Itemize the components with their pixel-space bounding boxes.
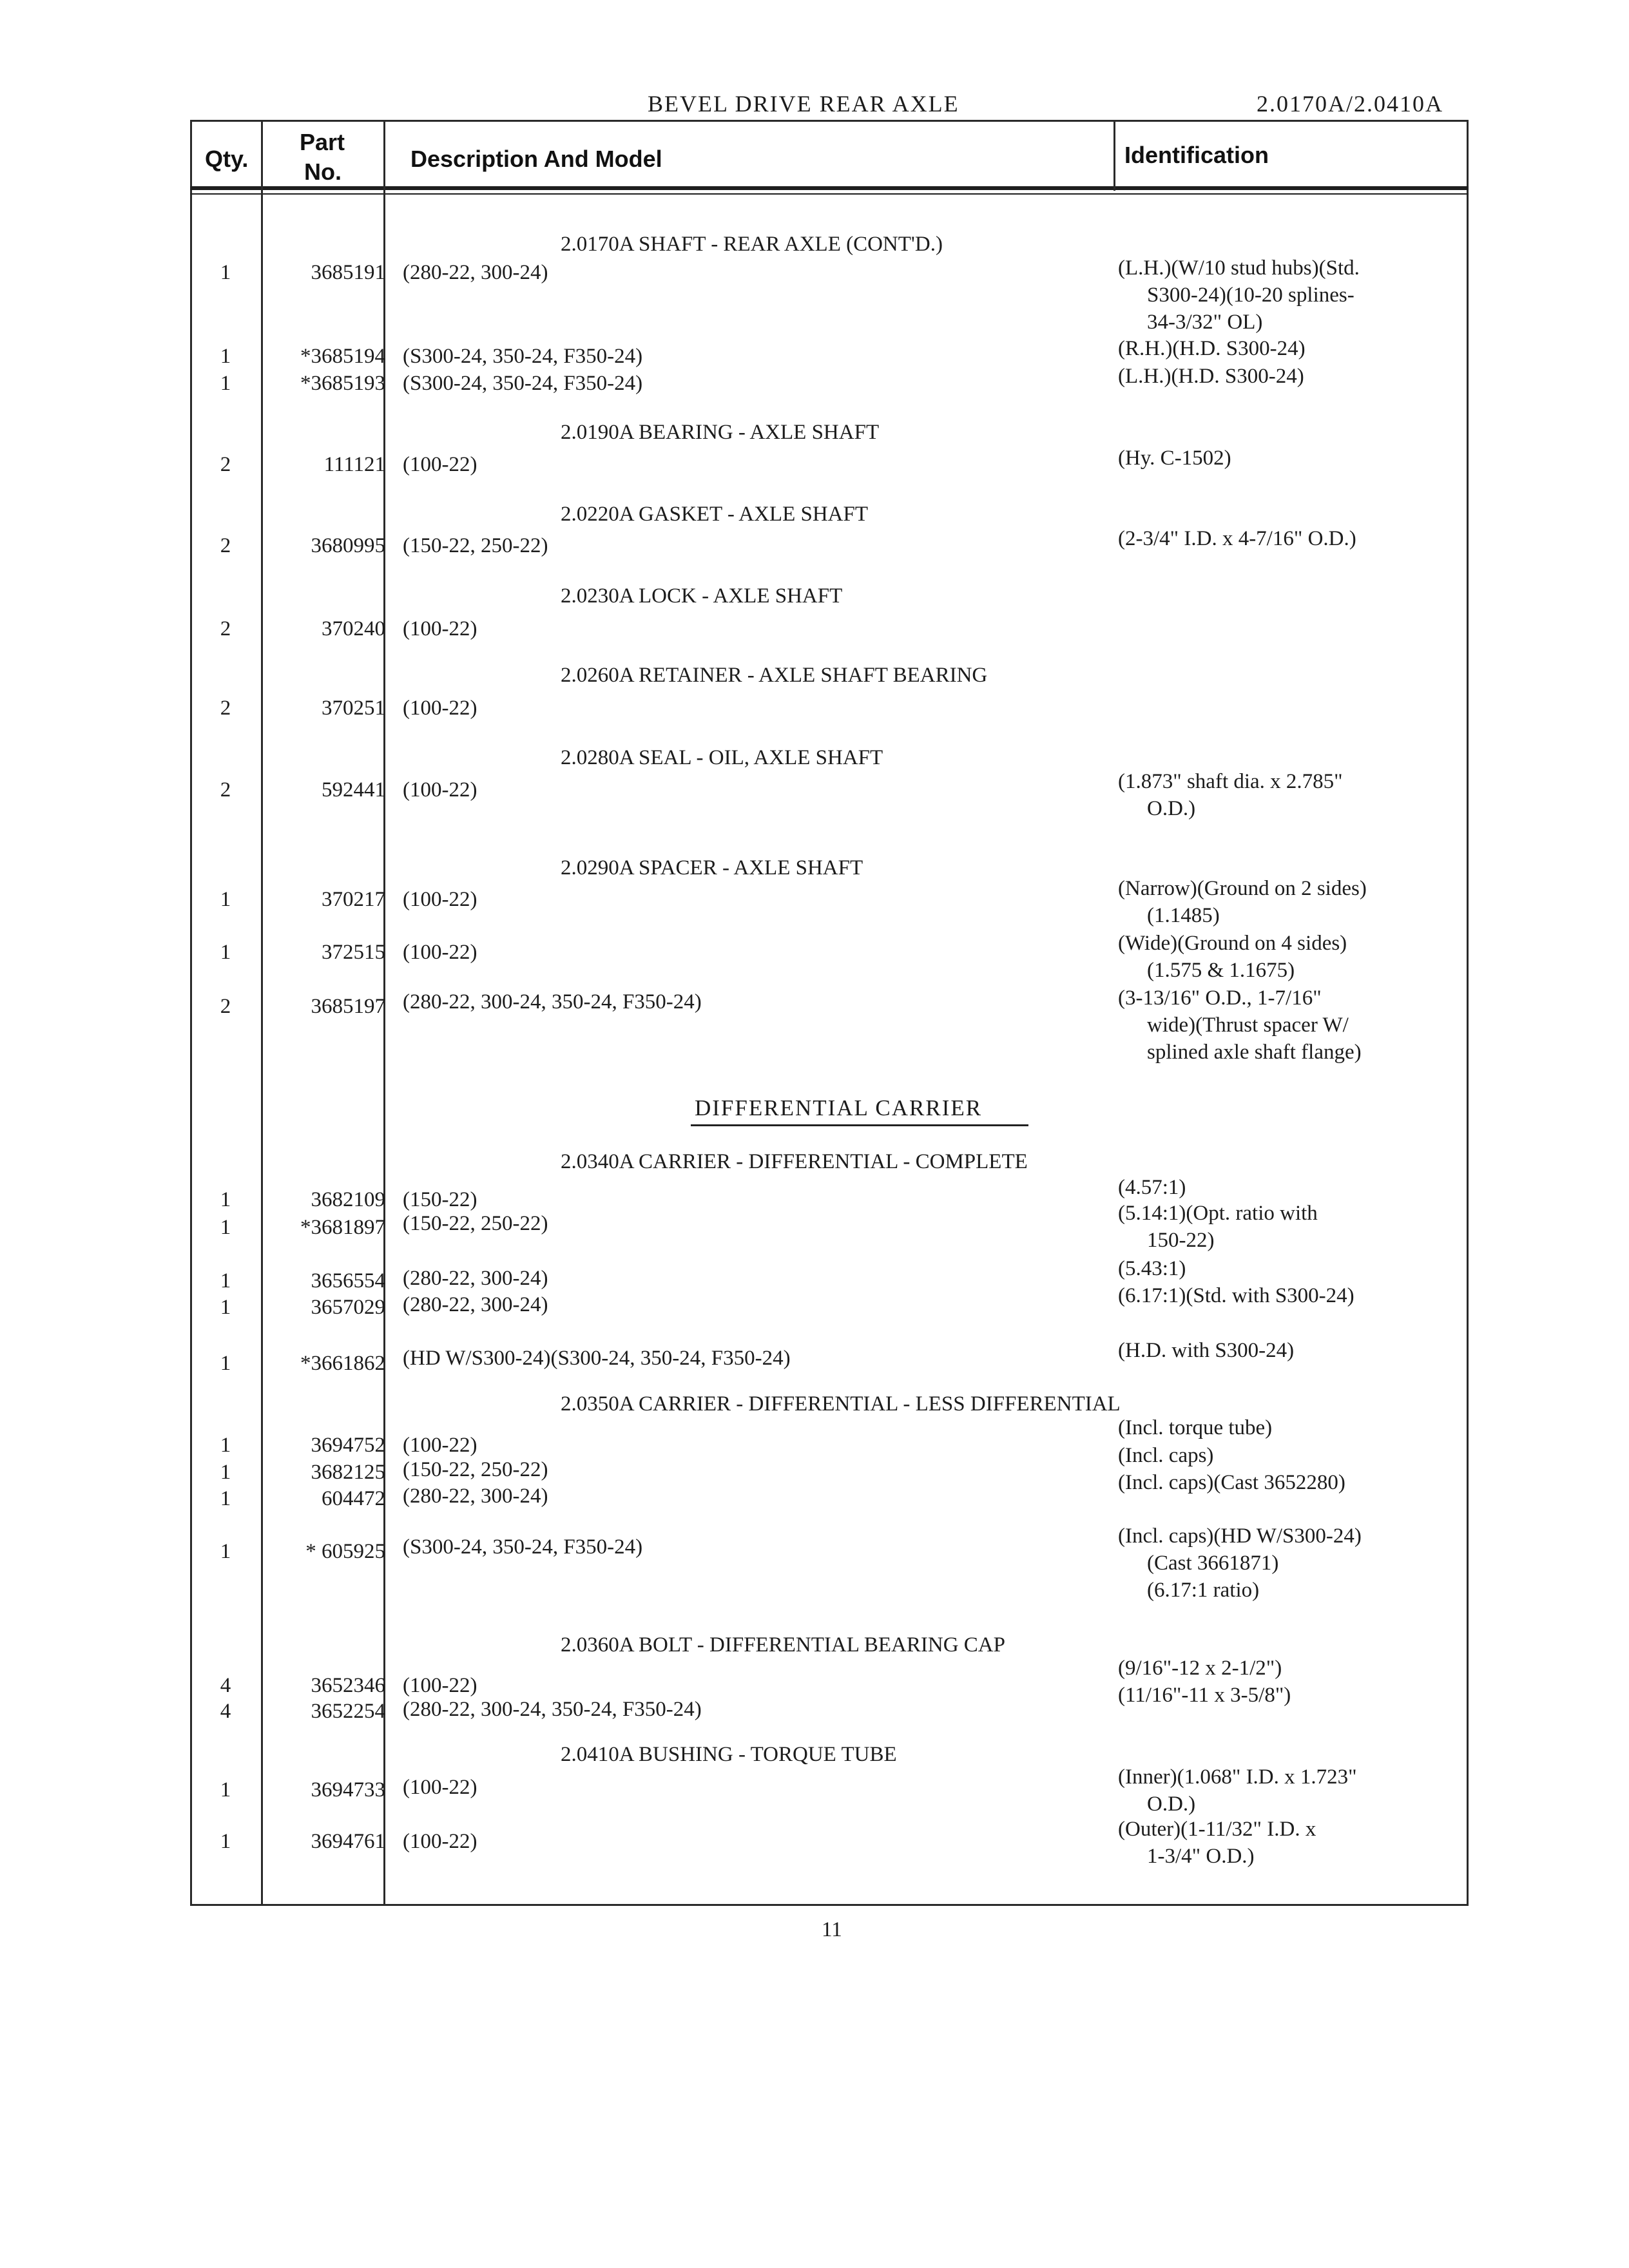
row-part-number: 370251 bbox=[322, 697, 385, 720]
row-description: (100-22) bbox=[403, 697, 477, 720]
row-part-number: * 605925 bbox=[305, 1540, 385, 1563]
row-qty: 1 bbox=[220, 1434, 231, 1457]
row-qty: 1 bbox=[220, 1461, 231, 1484]
row-identification: (11/16"-11 x 3-5/8") bbox=[1118, 1684, 1291, 1707]
row-description: (100-22) bbox=[403, 453, 477, 476]
row-identification: (R.H.)(H.D. S300-24) bbox=[1118, 337, 1306, 360]
row-identification: (H.D. with S300-24) bbox=[1118, 1339, 1295, 1362]
row-identification: (3-13/16" O.D., 1-7/16" wide)(Thrust spacer W/ splined axle shaft flange) bbox=[1118, 986, 1362, 1064]
row-identification: (1.873" shaft dia. x 2.785" O.D.) bbox=[1118, 770, 1343, 820]
row-description: (150-22, 250-22) bbox=[403, 534, 548, 557]
row-part-number: 3652346 bbox=[311, 1674, 385, 1697]
row-part-number: 3652254 bbox=[311, 1700, 385, 1723]
row-description: (280-22, 300-24) bbox=[403, 1267, 548, 1290]
row-identification: (Incl. caps)(HD W/S300-24) (Cast 3661871) (6.17:1 ratio) bbox=[1118, 1524, 1362, 1602]
header-rule bbox=[190, 186, 1469, 190]
row-identification: (5.43:1) bbox=[1118, 1257, 1186, 1280]
row-qty: 2 bbox=[220, 453, 231, 476]
row-description: (S300-24, 350-24, F350-24) bbox=[403, 1535, 643, 1559]
row-description: (100-22) bbox=[403, 1434, 477, 1457]
row-description: (100-22) bbox=[403, 778, 477, 802]
header-rule-thin bbox=[190, 193, 1469, 195]
section-heading: 2.0410A BUSHING - TORQUE TUBE bbox=[561, 1743, 897, 1766]
row-qty: 1 bbox=[220, 1188, 231, 1211]
row-part-number: 3685197 bbox=[311, 995, 385, 1018]
column-divider bbox=[1113, 120, 1115, 191]
row-part-number: 3694761 bbox=[311, 1830, 385, 1853]
row-qty: 1 bbox=[220, 941, 231, 964]
row-qty: 1 bbox=[220, 1830, 231, 1853]
row-qty: 1 bbox=[220, 888, 231, 911]
row-part-number: 3685191 bbox=[311, 261, 385, 284]
row-qty: 4 bbox=[220, 1700, 231, 1723]
row-description: (HD W/S300-24)(S300-24, 350-24, F350-24) bbox=[403, 1347, 791, 1370]
section-heading: 2.0190A BEARING - AXLE SHAFT bbox=[561, 421, 880, 444]
row-qty: 2 bbox=[220, 534, 231, 557]
row-identification: (L.H.)(H.D. S300-24) bbox=[1118, 365, 1304, 388]
row-description: (280-22, 300-24, 350-24, F350-24) bbox=[403, 990, 702, 1014]
row-part-number: 604472 bbox=[322, 1487, 385, 1510]
row-qty: 1 bbox=[220, 1487, 231, 1510]
row-description: (S300-24, 350-24, F350-24) bbox=[403, 372, 643, 395]
row-qty: 1 bbox=[220, 1269, 231, 1293]
row-description: (100-22) bbox=[403, 888, 477, 911]
row-qty: 2 bbox=[220, 778, 231, 802]
row-description: (100-22) bbox=[403, 941, 477, 964]
row-qty: 1 bbox=[220, 1296, 231, 1319]
row-description: (100-22) bbox=[403, 1674, 477, 1697]
column-header-part-line1: Part bbox=[300, 129, 345, 155]
row-qty: 1 bbox=[220, 1778, 231, 1802]
page-number: 11 bbox=[822, 1918, 842, 1941]
row-part-number: 3694733 bbox=[311, 1778, 385, 1802]
section-heading: 2.0360A BOLT - DIFFERENTIAL BEARING CAP bbox=[561, 1633, 1005, 1657]
section-heading: 2.0220A GASKET - AXLE SHAFT bbox=[561, 503, 869, 526]
row-qty: 1 bbox=[220, 345, 231, 368]
row-qty: 2 bbox=[220, 617, 231, 640]
row-identification: (Incl. caps) bbox=[1118, 1444, 1214, 1467]
row-identification: (Narrow)(Ground on 2 sides) (1.1485) bbox=[1118, 877, 1367, 927]
row-description: (100-22) bbox=[403, 617, 477, 640]
row-description: (280-22, 300-24) bbox=[403, 1485, 548, 1508]
column-header-qty: Qty. bbox=[205, 146, 249, 172]
row-identification: (Inner)(1.068" I.D. x 1.723" O.D.) bbox=[1118, 1765, 1357, 1816]
page-title: BEVEL DRIVE REAR AXLE bbox=[648, 91, 959, 117]
row-description: (280-22, 300-24) bbox=[403, 261, 548, 284]
row-identification: (9/16"-12 x 2-1/2") bbox=[1118, 1657, 1282, 1680]
column-header-identification: Identification bbox=[1124, 142, 1269, 168]
row-qty: 1 bbox=[220, 1540, 231, 1563]
row-identification: (5.14:1)(Opt. ratio with 150-22) bbox=[1118, 1202, 1318, 1252]
section-heading: 2.0290A SPACER - AXLE SHAFT bbox=[561, 856, 863, 879]
row-identification: (Incl. torque tube) bbox=[1118, 1416, 1273, 1439]
section-heading: 2.0350A CARRIER - DIFFERENTIAL - LESS DIFFERENTIAL bbox=[561, 1392, 1121, 1416]
row-qty: 4 bbox=[220, 1674, 231, 1697]
row-identification: (L.H.)(W/10 stud hubs)(Std. S300-24)(10-20 splines- 34-3/32" OL) bbox=[1118, 256, 1360, 334]
row-description: (S300-24, 350-24, F350-24) bbox=[403, 345, 643, 368]
column-header-part-line2: No. bbox=[304, 159, 342, 185]
row-part-number: 3657029 bbox=[311, 1296, 385, 1319]
row-description: (150-22, 250-22) bbox=[403, 1458, 548, 1481]
column-divider bbox=[261, 120, 263, 1906]
section-heading: 2.0170A SHAFT - REAR AXLE (CONT'D.) bbox=[561, 233, 943, 256]
row-part-number: *3661862 bbox=[300, 1352, 385, 1375]
column-header-description: Description And Model bbox=[410, 146, 662, 172]
row-identification: (2-3/4" I.D. x 4-7/16" O.D.) bbox=[1118, 527, 1356, 550]
section-range: 2.0170A/2.0410A bbox=[1257, 91, 1443, 117]
row-part-number: *3685193 bbox=[300, 372, 385, 395]
section-heading: 2.0260A RETAINER - AXLE SHAFT BEARING bbox=[561, 664, 988, 687]
row-part-number: 111121 bbox=[323, 453, 385, 476]
row-part-number: 3680995 bbox=[311, 534, 385, 557]
row-part-number: 3682125 bbox=[311, 1461, 385, 1484]
subheading-differential-carrier: DIFFERENTIAL CARRIER bbox=[695, 1095, 983, 1120]
row-qty: 2 bbox=[220, 995, 231, 1018]
row-description: (150-22) bbox=[403, 1188, 477, 1211]
row-description: (150-22, 250-22) bbox=[403, 1212, 548, 1235]
row-part-number: 3682109 bbox=[311, 1188, 385, 1211]
row-part-number: 3656554 bbox=[311, 1269, 385, 1293]
row-part-number: *3685194 bbox=[300, 345, 385, 368]
row-identification: (Incl. caps)(Cast 3652280) bbox=[1118, 1471, 1345, 1494]
row-identification: (Outer)(1-11/32" I.D. x 1-3/4" O.D.) bbox=[1118, 1818, 1316, 1868]
row-qty: 1 bbox=[220, 1352, 231, 1375]
subheading-underline bbox=[691, 1124, 1028, 1126]
row-part-number: 592441 bbox=[322, 778, 385, 802]
section-heading: 2.0230A LOCK - AXLE SHAFT bbox=[561, 584, 843, 608]
row-description: (100-22) bbox=[403, 1830, 477, 1853]
row-description: (100-22) bbox=[403, 1776, 477, 1799]
row-identification: (Wide)(Ground on 4 sides) (1.575 & 1.1675) bbox=[1118, 932, 1347, 982]
row-part-number: 370240 bbox=[322, 617, 385, 640]
row-qty: 1 bbox=[220, 372, 231, 395]
section-heading: 2.0280A SEAL - OIL, AXLE SHAFT bbox=[561, 746, 883, 769]
row-qty: 1 bbox=[220, 1216, 231, 1239]
row-qty: 2 bbox=[220, 697, 231, 720]
row-part-number: *3681897 bbox=[300, 1216, 385, 1239]
row-description: (280-22, 300-24) bbox=[403, 1293, 548, 1316]
row-description: (280-22, 300-24, 350-24, F350-24) bbox=[403, 1698, 702, 1721]
row-part-number: 3694752 bbox=[311, 1434, 385, 1457]
row-identification: (Hy. C-1502) bbox=[1118, 447, 1231, 470]
row-identification: (4.57:1) bbox=[1118, 1176, 1186, 1199]
row-qty: 1 bbox=[220, 261, 231, 284]
row-part-number: 372515 bbox=[322, 941, 385, 964]
row-identification: (6.17:1)(Std. with S300-24) bbox=[1118, 1284, 1354, 1307]
section-heading: 2.0340A CARRIER - DIFFERENTIAL - COMPLETE bbox=[561, 1150, 1028, 1173]
row-part-number: 370217 bbox=[322, 888, 385, 911]
